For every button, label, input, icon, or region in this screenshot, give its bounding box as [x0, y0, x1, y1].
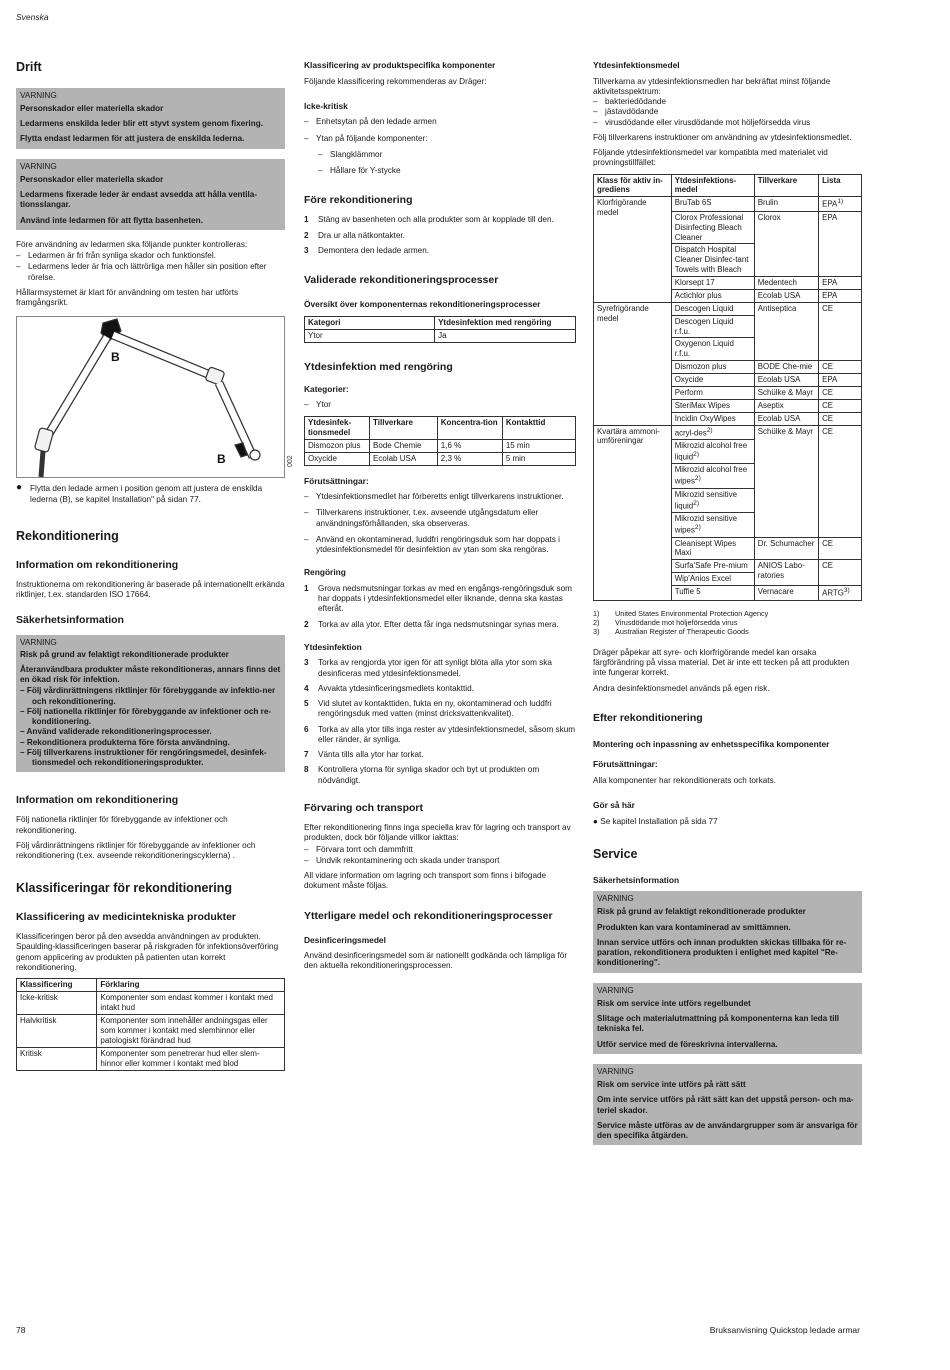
table-cell: Surfa'Safe Pre-mium [671, 560, 754, 573]
table-header: Klass för aktiv in-grediens [594, 174, 672, 197]
table-cell: Ecolab USA [754, 374, 818, 387]
paragraph: Följ tillverkarens instruktioner om användning av ytdesinfektionsmedlet. [593, 132, 852, 142]
subheading: Förvaring och transport [304, 801, 424, 814]
dash-list [16, 251, 285, 283]
table-cell: EPA [819, 211, 862, 276]
table-cell: EPA [819, 374, 862, 387]
warning-line: Risk på grund av felaktigt rekonditionerade produkter [597, 907, 806, 917]
footnote-ref: 3) [843, 587, 850, 594]
table-row [17, 992, 285, 1015]
product-name: Mikrozid alcohol free wipes [674, 465, 748, 486]
table-header: Klassificering [17, 979, 97, 992]
table-cell: Dispatch Hospital Cleaner Disinfec-tant Towels with Bleach [671, 244, 754, 277]
warning-box [16, 635, 285, 772]
step-text: Demontera den ledade armen. [318, 245, 430, 255]
warning-line: Om inte service utförs på rätt sätt kan det uppstå person- och ma-teriel skador. [597, 1095, 854, 1115]
warning-line: Personskador eller materiella skador [20, 174, 164, 184]
subheading: Rengöring [304, 567, 346, 578]
paragraph: Följande klassificering rekommenderas av Dräger: [304, 76, 487, 86]
table-cell: Klorfrigörande medel [594, 197, 672, 303]
section-heading-drift: Drift [16, 60, 42, 74]
list-item: 3 Torka av rengjorda ytor igen för att synligt blöta alla ytor som ska desinficeras med ytdesinfektionsmedel. [304, 658, 576, 679]
warning-title: VARNING [20, 638, 57, 648]
section-heading-rekonditionering: Rekonditionering [16, 528, 119, 543]
footnote-text: United States Environmental Protection Agency [615, 608, 769, 618]
column-1 [16, 56, 294, 1079]
list-item: – Slangklämmor [304, 150, 576, 160]
paragraph: Klassificeringen beror på den avsedda användningen av produkten. Spaulding-klassificeringen baserar på riskgraden för infektionsöverföring genom applicering av produkten på patienten utan korrekt rekonditionering. [16, 932, 279, 972]
table-cell: Incidin OxyWipes [671, 412, 754, 425]
paragraph: Hållarmsystemet är klart för användning om testen har utförts framgångsrikt. [16, 287, 239, 308]
paragraph: Alla komponenter har rekonditionerats och torkats. [593, 775, 776, 785]
table-header: Ytdesinfektion med rengöring [435, 316, 576, 329]
subheading: Säkerhetsinformation [593, 874, 680, 885]
paragraph: Efter rekonditionering finns inga speciella krav för lagring och transport av produkten, dock bör följande villkor iakttas: [304, 823, 571, 843]
subheading: Klassificering av medicintekniska produkter [16, 911, 236, 923]
paragraph: Följ nationella riktlinjer för förebyggande av infektioner och rekonditionering. [16, 815, 228, 835]
paragraph: Före användning av ledarmen ska följande punkter kontrolleras: [16, 239, 248, 249]
table-cell: Oxycide [305, 452, 370, 465]
table-row [305, 452, 576, 465]
table-header: Tillverkare [754, 174, 818, 197]
table-cell: Oxygenon Liquid r.f.u. [671, 338, 754, 361]
table-cell: Kvartära ammoni-umföreningar [594, 425, 672, 600]
table-cell: Komponenter som penetrerar hud eller slem-hinnor eller kommer i kontakt med blod [97, 1048, 285, 1071]
disinfectant-table [304, 416, 576, 466]
table-cell: 15 min [502, 439, 575, 452]
subheading: Ytdesinfektionsmedel [593, 60, 680, 70]
warning-title: VARNING [597, 894, 634, 904]
subheading: Före rekonditionering [304, 194, 413, 207]
table-cell: Dismozon plus [671, 361, 754, 374]
warning-line: Ledarmens enskilda leder blir ett styvt system genom fixering. [20, 119, 263, 129]
list-item: 1 Stäng av basenheten och alla produkter som är kopplade till den. [304, 215, 554, 225]
table-row [17, 1015, 285, 1048]
table-cell [671, 440, 754, 464]
footnote [593, 609, 862, 618]
table-cell: CE [819, 399, 862, 412]
warning-line: Återanvändbara produkter måste rekonditioneras, annars finns det en ökad risk för infektion. [20, 664, 281, 684]
footnote-ref: 2) [693, 499, 700, 507]
numbered-list [304, 215, 576, 256]
list-item: 7 Vänta tills alla ytor har torkat. [304, 750, 424, 760]
warning-line: Risk om service inte utförs regelbundet [597, 998, 751, 1008]
step-text: Grova nedsmutsningar torkas av med en engångs-rengöringsduk som har doppats i ytdesinfektionsmedel eller liknande, denna ska kastas efteråt. [318, 583, 572, 614]
paragraph: Instruktionerna om rekonditionering är baserade på internationellt erkända riktlinjer, t.ex. standarden ISO 17664. [16, 579, 285, 599]
paragraph: Tillverkarna av ytdesinfektionsmedlen har bekräftat minst följande aktivitetsspektrum: [593, 76, 831, 96]
table-header: Koncentra-tion [437, 416, 502, 439]
warning-title: VARNING [597, 1066, 634, 1076]
step-text: Kontrollera ytorna för synliga skador och byt ut produkten om nödvändigt. [318, 765, 540, 785]
table-header: Förklaring [97, 979, 285, 992]
process-overview-table [304, 316, 576, 343]
table-cell: Antiseptica [754, 302, 818, 360]
dash-list [593, 97, 862, 128]
table-cell: Oxycide [671, 374, 754, 387]
footnote [593, 627, 862, 636]
table-cell: EPA [819, 277, 862, 290]
table-cell [671, 513, 754, 537]
table-cell: Syrefrigörande medel [594, 302, 672, 425]
table-row [594, 425, 862, 440]
table-cell: Aseptix [754, 399, 818, 412]
table-cell [671, 425, 754, 440]
table-cell: Wip'Anios Excel [671, 573, 754, 586]
subheading: Ytdesinfektion med rengöring [304, 360, 453, 373]
warning-box [593, 891, 862, 973]
footnote-text: Virusdödande mot höljeförsedda virus [615, 617, 738, 627]
warning-line: Produkten kan vara kontaminerad av smittämnen. [597, 922, 791, 932]
table-cell: Dr. Schumacher [754, 537, 818, 560]
warning-line: Risk på grund av felaktigt rekonditionerade produkter [20, 649, 229, 659]
paragraph: Följande ytdesinfektionsmedel var kompatibla med materialet vid provningstillfället: [593, 148, 828, 168]
warning-box [593, 1064, 862, 1146]
step-text: Stäng av basenheten och alla produkter som är kopplade till den. [318, 215, 554, 225]
product-name: Mikrozid sensitive wipes [674, 514, 737, 535]
table-header: Lista [819, 174, 862, 197]
paragraph: Använd desinficeringsmedel som är nationellt godkända och lämpliga för den aktuella rekonditioneringsprocessen. [304, 951, 568, 971]
warning-title: VARNING [20, 90, 57, 100]
list-item: – Enhetsytan på den ledade armen [304, 117, 576, 127]
table-cell [819, 586, 862, 601]
arm-illustration [17, 317, 294, 477]
list-item: – Undvik rekontaminering och skada under transport [304, 856, 576, 866]
table-cell: Clorox Professional Disinfecting Bleach Cleaner [671, 211, 754, 244]
table-header: Tillverkare [370, 416, 438, 439]
list-item: – Ledarmen är fri från synliga skador och funktionsfel. [16, 251, 285, 261]
table-cell: CE [819, 537, 862, 560]
list-item: 5 Vid slutet av kontakttiden, fukta en ny, okontaminerad och luddfri rengöringsduk med vatten (minst dricksvattenkvalitet). [304, 699, 576, 720]
table-cell: Schülke & Mayr [754, 425, 818, 537]
warning-line: Utför service med de föreskrivna intervallerna. [597, 1039, 778, 1049]
product-name: Mikrozid sensitive liquid [674, 489, 737, 511]
table-header: Ytdesinfek-tionsmedel [305, 416, 370, 439]
page-number: 78 [16, 1325, 26, 1335]
table-cell: Klorsept 17 [671, 277, 754, 290]
footnote-text: Australian Register of Therapeutic Goods [615, 626, 749, 636]
paragraph: Andra desinfektionsmedel används på egen risk. [593, 683, 770, 693]
step-text: Avvakta ytdesinficeringsmedlets kontakttid. [318, 683, 474, 693]
step-text: Vid slutet av kontakttiden, fukta en ny, okontaminerad och luddfri rengöringsduk med vatten (minst dricksvattenkvalitet). [318, 699, 552, 719]
step-text: Torka av alla ytor tills inga rester av ytdesinfektionsmedel, såsom skum eller ränder, är synliga. [318, 724, 576, 744]
table-cell: Actichlor plus [671, 289, 754, 302]
step-text: Torka av rengjorda ytor igen för att synligt blöta alla ytor som ska desinficeras med ytdesinfektionsmedel. [318, 658, 552, 678]
warning-list-item: – Följ vårdinrättningens riktlinjer för förebyggande av infektio-ner och rekonditionering. [20, 686, 276, 706]
dash-list [304, 492, 576, 555]
table-cell: Icke-kritisk [17, 992, 97, 1015]
table-row [594, 302, 862, 315]
table-header: Kategori [305, 316, 435, 329]
dash-list [304, 845, 576, 867]
table-header: Kontakttid [502, 416, 575, 439]
list-item: 6 Torka av alla ytor tills inga rester av ytdesinfektionsmedel, såsom skum eller ränder, är synliga. [304, 724, 576, 744]
list-item: – Tillverkarens instruktioner, t.ex. avseende utgångsdatum eller användningsförhållanden, ska observeras. [304, 508, 576, 529]
warning-list-item: – Följ nationella riktlinjer för förebyggande av infektioner och re-konditionering. [20, 706, 272, 726]
table-cell [819, 197, 862, 212]
list-item: – Ledarmens leder är fria och lättrörliga men håller sin position efter rörelse. [16, 262, 285, 283]
list-item: 8 Kontrollera ytorna för synliga skador och byt ut produkten om nödvändigt. [304, 765, 576, 786]
label-b-lower: B [217, 452, 226, 467]
bullet-text: Flytta den ledade armen i position genom att justera de enskilda lederna (B), se kapitel Installation" på sidan 77. [30, 484, 263, 504]
table-cell: BruTab 6S [671, 197, 754, 212]
subheading: Information om rekonditionering [16, 558, 179, 571]
warning-title: VARNING [20, 161, 57, 171]
footnote-ref: 2) [706, 426, 713, 434]
warning-title: VARNING [597, 985, 634, 995]
list-item: 1 Grova nedsmutsningar torkas av med en engångs-rengöringsduk som har doppats i ytdesinfektionsmedel eller liknande, denna ska kastas efteråt. [304, 584, 576, 615]
warning-line: Flytta endast ledarmen för att justera de enskilda lederna. [20, 134, 245, 144]
table-cell: 5 min [502, 452, 575, 465]
table-cell: Kritisk [17, 1048, 97, 1071]
table-cell: CE [819, 302, 862, 360]
table-cell: Medentech [754, 277, 818, 290]
list-item: – Använd en okontaminerad, luddfri rengöringsduk som har doppats i ytdesinfektionsmedel för desinfektion av ytan som ska rengöras. [304, 535, 576, 556]
compatible-disinfectants-table [593, 174, 862, 601]
subheading: Förutsättningar: [593, 759, 658, 770]
numbered-list [304, 658, 576, 786]
list-item: – Hållare för Y-stycke [304, 166, 576, 176]
table-cell: ANIOS Labo-ratories [754, 560, 818, 586]
table-cell: Clorox [754, 211, 818, 276]
table-cell: BODE Che-mie [754, 361, 818, 374]
subheading: Säkerhetsinformation [16, 614, 124, 627]
section-heading-service: Service [593, 846, 638, 861]
subheading: Ytterligare medel och rekonditioneringsprocesser [304, 909, 553, 922]
table-cell: CE [819, 386, 862, 399]
warning-line: Använd inte ledarmen för att flytta basenheten. [20, 215, 203, 225]
warning-box [16, 159, 285, 230]
subheading: Klassificering av produktspecifika komponenter [304, 60, 496, 70]
list-item: 2 Dra ur alla nätkontakter. [304, 230, 405, 240]
product-name: Mikrozid alcohol free liquid [674, 441, 748, 462]
warning-box [16, 88, 285, 149]
table-row [305, 439, 576, 452]
table-cell: 1,6 % [437, 439, 502, 452]
table-cell: Perform [671, 386, 754, 399]
table-cell: Ecolab USA [370, 452, 438, 465]
label-b-upper: B [111, 350, 120, 365]
table-cell: Komponenter som endast kommer i kontakt med intakt hud [97, 992, 285, 1015]
step-text: Vänta tills alla ytor har torkat. [318, 750, 424, 760]
subheading: Validerade rekonditioneringsprocesser [304, 274, 499, 287]
table-cell: CE [819, 361, 862, 374]
product-name: acryl-des [674, 428, 707, 438]
warning-line: Personskador eller materiella skador [20, 103, 164, 113]
table-cell: Ecolab USA [754, 289, 818, 302]
table-cell: Dismozon plus [305, 439, 370, 452]
subheading: Desinficeringsmedel [304, 934, 386, 945]
list-item: – Ytor [304, 400, 576, 410]
list-value: ARTG [822, 588, 844, 598]
subheading: Icke-kritisk [304, 100, 348, 111]
subheading: Förutsättningar: [304, 475, 369, 486]
table-cell: Komponenter som innehåller andningsgas eller som kommer i kontakt med slemhinnor eller patologiskt förändrad hud [97, 1015, 285, 1048]
step-text: Torka av alla ytor. Efter detta får inga nedsmutsningar synas mera. [318, 619, 559, 629]
section-heading-klassificeringar: Klassificeringar för rekonditionering [16, 881, 233, 896]
paragraph: Följ vårdinrättningens riktlinjer för förebyggande av infektioner och rekonditionering (t.ex. avseende rekonditioneringscyklerna) . [16, 840, 256, 861]
warning-list [20, 686, 281, 768]
list-item: 4 Avvakta ytdesinficeringsmedlets kontakttid. [304, 683, 474, 693]
warning-line: Innan service utförs och innan produkten skickas tillbaka för re-paration, rekonditionera produkten i enlighet med kapitel "Re-konditionering". [597, 937, 847, 968]
list-value: EPA [822, 199, 838, 209]
list-item: 2 Torka av alla ytor. Efter detta får inga nedsmutsningar synas mera. [304, 619, 559, 629]
column-3 [593, 56, 862, 1155]
footnote [593, 618, 862, 627]
paragraph [593, 817, 862, 827]
footnote-ref: 2) [694, 524, 701, 531]
subheading: Ytdesinfektion [304, 641, 362, 652]
table-cell [671, 488, 754, 512]
subheading: Gör så här [593, 800, 635, 811]
table-cell: Schülke & Mayr [754, 386, 818, 399]
bullet-dot-icon: ● [593, 816, 601, 826]
warning-list-item: – Följ tillverkarens instruktioner för rengöringsmedel, desinfek-tionsmedel och rekonditioneringsprodukter. [20, 747, 267, 767]
subheading: Montering och inpassning av enhetsspecifika komponenter [593, 738, 830, 749]
table-cell: Tuffie 5 [671, 586, 754, 601]
subheading: Kategorier: [304, 383, 349, 394]
table-row [17, 1048, 285, 1071]
list-item: – Förvara torrt och dammfritt [304, 845, 576, 855]
list-item: – jästavdödande [593, 107, 862, 117]
list-item: – Ytdesinfektionsmedlet har förberetts enligt tillverkarens instruktioner. [304, 492, 576, 502]
table-header: Ytdesinfektions-medel [671, 174, 754, 197]
table-cell: SteriMax Wipes [671, 399, 754, 412]
table-cell: Vernacare [754, 586, 818, 601]
warning-line: Ledarmens fixerade leder är endast avsedda att hålla ventila-tionsslangar. [20, 190, 258, 210]
dash-list [304, 400, 576, 410]
table-cell: CE [819, 425, 862, 537]
table-cell: Brulin [754, 197, 818, 212]
footnote-ref: 2) [694, 475, 701, 483]
column-2 [304, 56, 576, 977]
list-item: – Ytan på följande komponenter: [304, 134, 576, 144]
table-cell: CE [819, 560, 862, 586]
list-item: – virusdödande eller virusdödande mot höljeförsedda virus [593, 118, 862, 128]
table-cell: Ytor [305, 329, 435, 342]
articulated-arm-figure [16, 316, 294, 478]
table-cell: Cleanisept Wipes Maxi [671, 537, 754, 560]
table-cell: 2,3 % [437, 452, 502, 465]
bullet-text: Se kapitel Installation på sida 77 [600, 816, 718, 826]
document-title: Bruksanvisning Quickstop ledade armar [709, 1325, 860, 1335]
paragraph: All vidare information om lagring och transport som finns i bifogade dokument måste följas. [304, 871, 547, 891]
list-item: 3 Demontera den ledade armen. [304, 245, 430, 255]
figure-code: 002 [287, 455, 294, 468]
warning-list-item: – Använd validerade rekonditioneringsprocesser. [20, 727, 212, 737]
table-cell: CE [819, 412, 862, 425]
subheading: Översikt över komponenternas rekonditioneringsprocesser [304, 299, 541, 310]
footnote-number: 2) [593, 617, 600, 627]
table-cell: Ja [435, 329, 576, 342]
warning-list-item: – Rekonditionera produkterna före första användning. [20, 737, 230, 747]
table-row [594, 197, 862, 212]
table-cell: EPA [819, 289, 862, 302]
footnote-ref: 1) [837, 198, 844, 206]
table-cell: Bode Chemie [370, 439, 438, 452]
warning-line: Slitage och materialutmattning på komponenterna kan leda till tekniska fel. [597, 1014, 840, 1034]
list-item: – bakteriedödande [593, 97, 862, 107]
numbered-list [304, 584, 576, 630]
paragraph: Dräger påpekar att syre- och klorfrigörande medel kan orsaka färgförändring på vissa material. Det är inte ett tecken på att produkten inte fungerar korrekt. [593, 647, 850, 678]
table-cell: Descogen Liquid [671, 302, 754, 315]
step-text: Dra ur alla nätkontakter. [318, 230, 405, 240]
classification-table [16, 978, 285, 1071]
dash-list [304, 117, 576, 144]
subheading: Efter rekonditionering [593, 711, 703, 724]
subheading: Information om rekonditionering [16, 794, 179, 807]
warning-line: Risk om service inte utförs på rätt sätt [597, 1080, 746, 1090]
table-row [305, 329, 576, 342]
footnote-number: 1) [593, 608, 600, 618]
page-header: Svenska [16, 12, 49, 22]
warning-line: Service måste utföras av de användargrupper som är ansvariga för den specifika åtgärden. [597, 1120, 858, 1141]
bullet-item [16, 484, 285, 505]
table-cell [671, 464, 754, 488]
footnote-ref: 2) [693, 450, 700, 458]
dash-list-nested [304, 150, 576, 177]
table-cell: Ecolab USA [754, 412, 818, 425]
table-cell: Descogen Liquid r.f.u. [671, 315, 754, 338]
table-cell: Halvkritisk [17, 1015, 97, 1048]
warning-box [593, 983, 862, 1054]
footnote-number: 3) [593, 626, 600, 636]
bullet-dot-icon: ● [16, 482, 23, 494]
